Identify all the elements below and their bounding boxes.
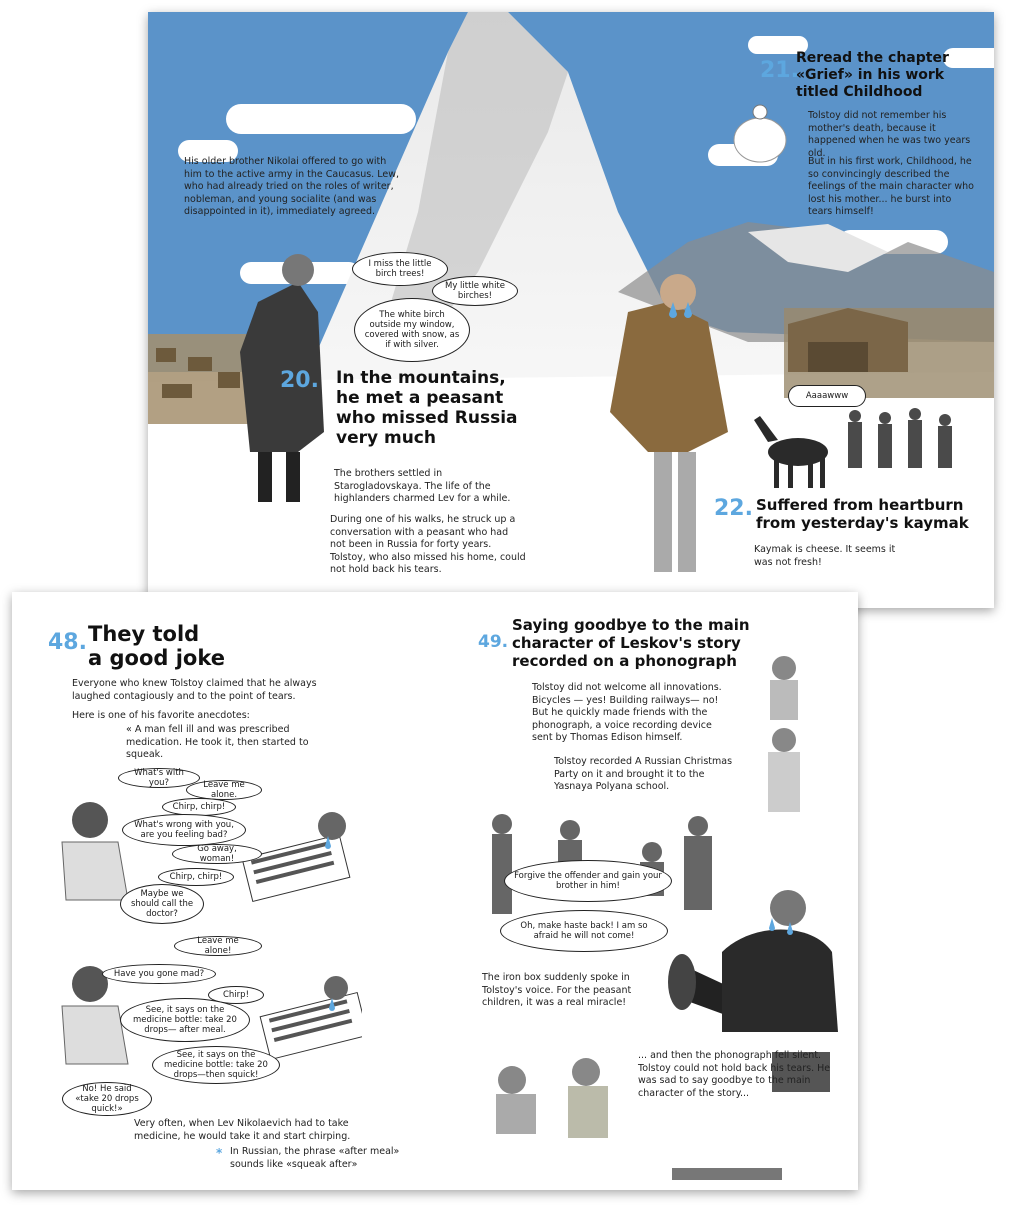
title-line: Suffered from heartburn <box>756 496 964 514</box>
section48-intro: Everyone who knew Tolstoy claimed that he always laughed contagiously and to the point of tears. <box>72 678 317 702</box>
speech-bubble: Leave me alone! <box>174 936 262 956</box>
speech-bubble: Go away, woman! <box>172 844 262 864</box>
section49-para4: ... and then the phonograph fell silent. Tolstoy could not hold back his tears. He was sad to say goodbye to the main character of the story... <box>638 1050 831 1099</box>
title-line: «Grief» in his work <box>796 67 945 83</box>
speech-bubble: Maybe we should call the doctor? <box>120 884 204 924</box>
title-line: character of Leskov's story <box>512 634 741 652</box>
title-line: Saying goodbye to the main <box>512 616 750 634</box>
title-line: very much <box>336 428 436 448</box>
section48-quote: « A man fell ill and was prescribed medication. He took it, then started to squeak. <box>126 724 309 760</box>
title-line: he met a peasant <box>336 388 504 408</box>
title-line: They told <box>88 622 200 646</box>
section48-intro2: Here is one of his favorite anecdotes: <box>72 710 250 721</box>
speech-bubble: No! He said «take 20 drops quick!» <box>62 1082 152 1116</box>
section20-number: 20. <box>280 368 319 393</box>
title-line: who missed Russia <box>336 408 518 428</box>
speech-bubble: The white birch outside my window, covered with snow, as if with silver. <box>354 298 470 362</box>
section21-title <box>796 50 976 101</box>
bottom-spread <box>12 592 858 1190</box>
speech-bubble: Chirp! <box>208 986 264 1004</box>
title-line: Reread the chapter <box>796 50 949 66</box>
section20-para2: During one of his walks, he struck up a conversation with a peasant who had not been in Russia for forty years. Tolstoy, who also missed his home, could not hold back his tears. <box>330 514 526 575</box>
speech-bubble: Oh, make haste back! I am so afraid he will not come! <box>500 910 668 952</box>
section48-outro: Very often, when Lev Nikolaevich had to take medicine, he would take it and start chirping. <box>134 1118 351 1142</box>
section48-footnote: In Russian, the phrase «after meal» sounds like «squeak after» <box>230 1146 400 1170</box>
footnote-star: * <box>216 1146 223 1160</box>
speech-bubble: What's wrong with you, are you feeling bad? <box>122 814 246 846</box>
title-line: a good joke <box>88 646 225 670</box>
speech-bubble: Aaaawww <box>788 385 866 407</box>
section21-number: 21. <box>760 58 799 83</box>
speech-bubble: Chirp, chirp! <box>162 798 236 816</box>
speech-bubble: Chirp, chirp! <box>158 868 234 886</box>
section49-para2: Tolstoy recorded A Russian Christmas Party on it and brought it to the Yasnaya Polyana school. <box>554 756 733 792</box>
title-line: In the mountains, <box>336 368 506 388</box>
title-line: from yesterday's kaymak <box>756 514 969 532</box>
section20-title <box>336 368 536 448</box>
speech-bubble: See, it says on the medicine bottle: take 20 drops—then squick! <box>152 1046 280 1084</box>
section49-para1: Tolstoy did not welcome all innovations. Bicycles — yes! Building railways— no! But he quickly made friends with the phonograph, a voice recording device sent by Thomas Edison himself. <box>532 682 722 743</box>
section49-para3: The iron box suddenly spoke in Tolstoy's voice. For the peasant children, it was a real miracle! <box>482 972 632 1008</box>
section22-note: Kaymak is cheese. It seems it was not fresh! <box>754 544 896 568</box>
speech-bubble: What's with you? <box>118 768 200 788</box>
section49-number: 49. <box>478 632 509 652</box>
speech-bubble: Leave me alone. <box>186 780 262 800</box>
speech-bubble: My little white birches! <box>432 276 518 306</box>
section21-para1: Tolstoy did not remember his mother's death, because it happened when he was two years old. <box>808 110 971 159</box>
section20-intro: His older brother Nikolai offered to go with him to the active army in the Caucasus. Lew, who had already tried on the roles of writer, nobleman, and young socialite (and was disappointed in it), immediately agreed. <box>184 156 399 217</box>
title-line: recorded on a phonograph <box>512 652 737 670</box>
section22-title <box>756 496 992 532</box>
speech-bubble: I miss the little birch trees! <box>352 252 448 286</box>
section20-para1: The brothers settled in Starogladovskaya. The life of the highlanders charmed Lev for a while. <box>334 468 511 504</box>
speech-bubble: See, it says on the medicine bottle: take 20 drops— after meal. <box>120 998 250 1042</box>
top-spread <box>148 12 994 608</box>
section48-number: 48. <box>48 630 87 655</box>
section21-para2: But in his first work, Childhood, he so convincingly described the feelings of the main character who lost his mother... he burst into tears himself! <box>808 156 974 217</box>
angel-figure <box>734 105 786 162</box>
section22-number: 22. <box>714 496 753 521</box>
speech-bubble: Forgive the offender and gain your brother in him! <box>504 860 672 902</box>
section48-title <box>88 622 288 670</box>
speech-bubble: Have you gone mad? <box>102 964 216 984</box>
title-line: titled Childhood <box>796 84 923 100</box>
